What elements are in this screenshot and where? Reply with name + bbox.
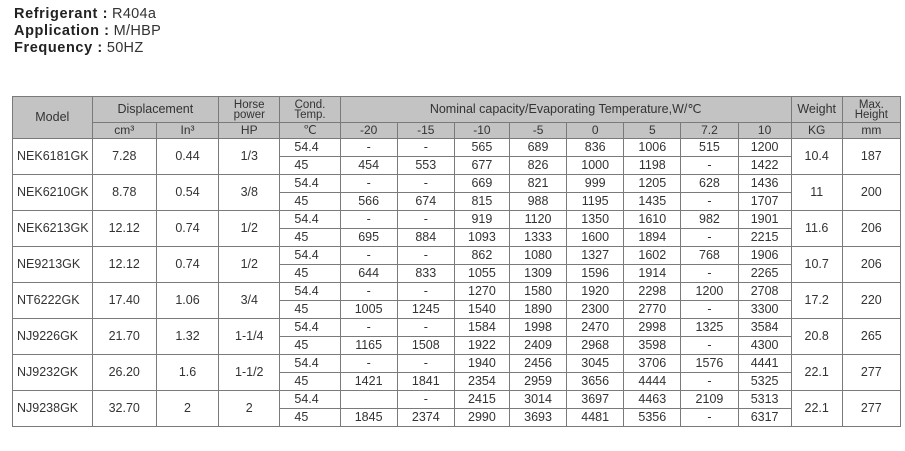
evap-temp: -5	[509, 123, 566, 139]
capacity-cell: 3045	[567, 355, 624, 373]
model-cell: NEK6181GK	[13, 139, 93, 175]
header-cond-temp: Cond. Temp.	[280, 97, 340, 123]
displacement-in3-cell: 1.06	[156, 283, 218, 319]
displacement-in3-cell: 0.74	[156, 247, 218, 283]
capacity-cell: 1245	[397, 301, 454, 319]
capacity-cell: 1580	[509, 283, 566, 301]
capacity-cell: 2959	[509, 373, 566, 391]
unit-cm3: cm³	[92, 123, 156, 139]
table-body	[13, 139, 901, 427]
model-cell: NJ9226GK	[13, 319, 93, 355]
cond-temp-cell: 54.4	[280, 175, 340, 193]
capacity-cell: -	[681, 193, 738, 211]
capacity-cell: 1435	[624, 193, 681, 211]
spec-label: Application :	[14, 23, 110, 39]
table-row	[13, 247, 901, 265]
capacity-cell: 677	[454, 157, 509, 175]
unit-kg: KG	[791, 123, 842, 139]
max-height-cell: 265	[842, 319, 900, 355]
displacement-cm3-cell: 32.70	[92, 391, 156, 427]
capacity-cell: -	[681, 157, 738, 175]
spec-value: M/HBP	[113, 23, 162, 39]
capacity-cell: 689	[509, 139, 566, 157]
model-cell: NEK6210GK	[13, 175, 93, 211]
capacity-cell: 1890	[509, 301, 566, 319]
capacity-cell: 1596	[567, 265, 624, 283]
spec-application	[14, 23, 161, 40]
spec-value: R404a	[112, 6, 157, 22]
capacity-cell: 836	[567, 139, 624, 157]
weight-cell: 17.2	[791, 283, 842, 319]
capacity-cell: 1270	[454, 283, 509, 301]
capacity-cell: 3300	[738, 301, 791, 319]
evap-temp: 5	[624, 123, 681, 139]
table-row	[13, 355, 901, 373]
capacity-cell: 1940	[454, 355, 509, 373]
evap-temp: -20	[340, 123, 397, 139]
capacity-cell: 4444	[624, 373, 681, 391]
displacement-in3-cell: 0.54	[156, 175, 218, 211]
capacity-cell: 6317	[738, 409, 791, 427]
table-row	[13, 211, 901, 229]
capacity-cell: 2354	[454, 373, 509, 391]
capacity-cell: 1894	[624, 229, 681, 247]
horse-power-cell: 3/4	[219, 283, 280, 319]
capacity-cell: 3598	[624, 337, 681, 355]
max-height-cell: 206	[842, 211, 900, 247]
model-cell: NEK6213GK	[13, 211, 93, 247]
capacity-cell: 2968	[567, 337, 624, 355]
capacity-cell: 1906	[738, 247, 791, 265]
capacity-cell: 1195	[567, 193, 624, 211]
capacity-cell: 768	[681, 247, 738, 265]
spec-refrigerant	[14, 6, 161, 23]
capacity-cell: 1920	[567, 283, 624, 301]
capacity-cell: 1055	[454, 265, 509, 283]
capacity-cell: 515	[681, 139, 738, 157]
capacity-cell: 1602	[624, 247, 681, 265]
capacity-cell: 2298	[624, 283, 681, 301]
cond-temp-cell: 45	[280, 229, 340, 247]
capacity-cell: 1327	[567, 247, 624, 265]
capacity-cell: 982	[681, 211, 738, 229]
table-row	[13, 391, 901, 409]
capacity-cell: 2470	[567, 319, 624, 337]
capacity-cell: -	[397, 211, 454, 229]
displacement-in3-cell: 1.32	[156, 319, 218, 355]
capacity-cell: 1922	[454, 337, 509, 355]
horse-power-cell: 3/8	[219, 175, 280, 211]
header-nominal-capacity: Nominal capacity/Evaporating Temperature,W/℃	[340, 97, 791, 123]
capacity-cell	[340, 391, 397, 409]
capacity-cell: 2215	[738, 229, 791, 247]
capacity-cell: 1005	[340, 301, 397, 319]
max-height-cell: 277	[842, 355, 900, 391]
header-displacement: Displacement	[92, 97, 219, 123]
cond-temp-cell: 54.4	[280, 283, 340, 301]
capacity-cell: 4463	[624, 391, 681, 409]
capacity-cell: -	[397, 283, 454, 301]
weight-cell: 10.4	[791, 139, 842, 175]
table-row	[13, 139, 901, 157]
cond-temp-cell: 45	[280, 337, 340, 355]
spec-value: 50HZ	[106, 40, 144, 56]
unit-celsius: ℃	[280, 123, 340, 139]
max-height-cell: 200	[842, 175, 900, 211]
capacity-cell: 4481	[567, 409, 624, 427]
capacity-cell: -	[340, 319, 397, 337]
capacity-cell: 1000	[567, 157, 624, 175]
evap-temp: -15	[397, 123, 454, 139]
capacity-cell: 5325	[738, 373, 791, 391]
table-row	[13, 319, 901, 337]
capacity-cell: 1707	[738, 193, 791, 211]
cond-temp-cell: 54.4	[280, 319, 340, 337]
capacity-cell: -	[340, 355, 397, 373]
capacity-cell: -	[681, 373, 738, 391]
capacity-cell: 2300	[567, 301, 624, 319]
spec-frequency	[14, 40, 161, 57]
capacity-cell: 3584	[738, 319, 791, 337]
model-cell: NJ9238GK	[13, 391, 93, 427]
capacity-cell: -	[340, 283, 397, 301]
horse-power-cell: 1/2	[219, 211, 280, 247]
capacity-cell: -	[681, 229, 738, 247]
weight-cell: 10.7	[791, 247, 842, 283]
header-weight: Weight	[791, 97, 842, 123]
unit-hp: HP	[219, 123, 280, 139]
capacity-cell: 1422	[738, 157, 791, 175]
capacity-cell: 3697	[567, 391, 624, 409]
max-height-cell: 187	[842, 139, 900, 175]
capacity-cell: 2770	[624, 301, 681, 319]
capacity-cell: -	[397, 247, 454, 265]
cond-temp-cell: 45	[280, 373, 340, 391]
capacity-cell: -	[397, 139, 454, 157]
capacity-cell: 2109	[681, 391, 738, 409]
capacity-cell: 2374	[397, 409, 454, 427]
capacity-cell: 1205	[624, 175, 681, 193]
capacity-cell: 1436	[738, 175, 791, 193]
capacity-cell: 1309	[509, 265, 566, 283]
cond-temp-cell: 54.4	[280, 211, 340, 229]
capacity-cell: 1421	[340, 373, 397, 391]
capacity-cell: 1914	[624, 265, 681, 283]
capacity-cell: 833	[397, 265, 454, 283]
displacement-cm3-cell: 7.28	[92, 139, 156, 175]
capacity-cell: 3706	[624, 355, 681, 373]
weight-cell: 11	[791, 175, 842, 211]
weight-cell: 11.6	[791, 211, 842, 247]
displacement-in3-cell: 0.74	[156, 211, 218, 247]
capacity-cell: 3693	[509, 409, 566, 427]
capacity-cell: 1198	[624, 157, 681, 175]
weight-cell: 22.1	[791, 355, 842, 391]
capacity-cell: -	[681, 301, 738, 319]
capacity-cell: 999	[567, 175, 624, 193]
weight-cell: 20.8	[791, 319, 842, 355]
capacity-cell: 454	[340, 157, 397, 175]
capacity-cell: 1610	[624, 211, 681, 229]
horse-power-cell: 1/3	[219, 139, 280, 175]
horse-power-cell: 2	[219, 391, 280, 427]
displacement-cm3-cell: 17.40	[92, 283, 156, 319]
displacement-in3-cell: 2	[156, 391, 218, 427]
max-height-cell: 220	[842, 283, 900, 319]
displacement-in3-cell: 0.44	[156, 139, 218, 175]
displacement-in3-cell: 1.6	[156, 355, 218, 391]
unit-in3: In³	[156, 123, 218, 139]
capacity-cell: -	[340, 139, 397, 157]
horse-power-cell: 1-1/2	[219, 355, 280, 391]
capacity-cell: 1165	[340, 337, 397, 355]
capacity-cell: 553	[397, 157, 454, 175]
capacity-cell: 2990	[454, 409, 509, 427]
capacity-cell: -	[397, 319, 454, 337]
capacity-cell: 669	[454, 175, 509, 193]
header-max-height: Max. Height	[842, 97, 900, 123]
displacement-cm3-cell: 26.20	[92, 355, 156, 391]
horse-power-cell: 1-1/4	[219, 319, 280, 355]
capacity-cell: 862	[454, 247, 509, 265]
capacity-cell: -	[340, 175, 397, 193]
displacement-cm3-cell: 8.78	[92, 175, 156, 211]
capacity-cell: 644	[340, 265, 397, 283]
displacement-cm3-cell: 21.70	[92, 319, 156, 355]
capacity-cell: 826	[509, 157, 566, 175]
capacity-cell: 3656	[567, 373, 624, 391]
capacity-cell: 1540	[454, 301, 509, 319]
cond-temp-cell: 54.4	[280, 355, 340, 373]
max-height-cell: 277	[842, 391, 900, 427]
capacity-cell: 4441	[738, 355, 791, 373]
capacity-cell: 884	[397, 229, 454, 247]
spec-label: Refrigerant :	[14, 6, 109, 22]
cond-temp-cell: 45	[280, 193, 340, 211]
capacity-cell: 2998	[624, 319, 681, 337]
capacity-cell: 1998	[509, 319, 566, 337]
weight-cell: 22.1	[791, 391, 842, 427]
evap-temp: 10	[738, 123, 791, 139]
horse-power-cell: 1/2	[219, 247, 280, 283]
capacity-cell: 5356	[624, 409, 681, 427]
capacity-cell: 5313	[738, 391, 791, 409]
capacity-cell: 3014	[509, 391, 566, 409]
capacity-cell: -	[397, 175, 454, 193]
capacity-cell: 1120	[509, 211, 566, 229]
capacity-cell: 1325	[681, 319, 738, 337]
capacity-cell: 674	[397, 193, 454, 211]
cond-temp-cell: 45	[280, 157, 340, 175]
cond-temp-cell: 54.4	[280, 139, 340, 157]
capacity-cell: 2409	[509, 337, 566, 355]
cond-temp-cell: 45	[280, 301, 340, 319]
capacity-cell: 2415	[454, 391, 509, 409]
capacity-cell: -	[681, 409, 738, 427]
evap-temp: 0	[567, 123, 624, 139]
header-model: Model	[13, 97, 93, 139]
displacement-cm3-cell: 12.12	[92, 247, 156, 283]
cond-temp-cell: 54.4	[280, 247, 340, 265]
capacity-cell: 1333	[509, 229, 566, 247]
capacity-cell: -	[397, 391, 454, 409]
capacity-cell: 2456	[509, 355, 566, 373]
unit-mm: mm	[842, 123, 900, 139]
spec-header	[14, 6, 161, 57]
cond-temp-cell: 45	[280, 409, 340, 427]
capacity-cell: 628	[681, 175, 738, 193]
capacity-cell: 1508	[397, 337, 454, 355]
evap-temp: 7.2	[681, 123, 738, 139]
capacity-cell: -	[340, 211, 397, 229]
capacity-cell: 1006	[624, 139, 681, 157]
capacity-cell: 1901	[738, 211, 791, 229]
header-horse-power: Horse power	[219, 97, 280, 123]
capacity-cell: -	[681, 337, 738, 355]
capacity-cell: 1845	[340, 409, 397, 427]
capacity-cell: 695	[340, 229, 397, 247]
capacity-cell: 1584	[454, 319, 509, 337]
evap-temp: -10	[454, 123, 509, 139]
capacity-cell: 1841	[397, 373, 454, 391]
capacity-cell: 821	[509, 175, 566, 193]
capacity-cell: 1350	[567, 211, 624, 229]
model-cell: NE9213GK	[13, 247, 93, 283]
model-cell: NJ9232GK	[13, 355, 93, 391]
displacement-cm3-cell: 12.12	[92, 211, 156, 247]
capacity-cell: 4300	[738, 337, 791, 355]
capacity-table	[12, 96, 901, 427]
capacity-cell: -	[340, 247, 397, 265]
capacity-cell: -	[681, 265, 738, 283]
capacity-cell: 1093	[454, 229, 509, 247]
capacity-cell: 919	[454, 211, 509, 229]
table-row	[13, 283, 901, 301]
max-height-cell: 206	[842, 247, 900, 283]
spec-label: Frequency :	[14, 40, 103, 56]
cond-temp-cell: 54.4	[280, 391, 340, 409]
capacity-cell: 1600	[567, 229, 624, 247]
capacity-cell: 988	[509, 193, 566, 211]
capacity-cell: 2265	[738, 265, 791, 283]
capacity-cell: -	[397, 355, 454, 373]
model-cell: NT6222GK	[13, 283, 93, 319]
capacity-cell: 2708	[738, 283, 791, 301]
capacity-cell: 1080	[509, 247, 566, 265]
capacity-cell: 1200	[681, 283, 738, 301]
cond-temp-cell: 45	[280, 265, 340, 283]
capacity-cell: 1576	[681, 355, 738, 373]
capacity-cell: 1200	[738, 139, 791, 157]
capacity-cell: 565	[454, 139, 509, 157]
table-row	[13, 175, 901, 193]
capacity-cell: 815	[454, 193, 509, 211]
capacity-cell: 566	[340, 193, 397, 211]
